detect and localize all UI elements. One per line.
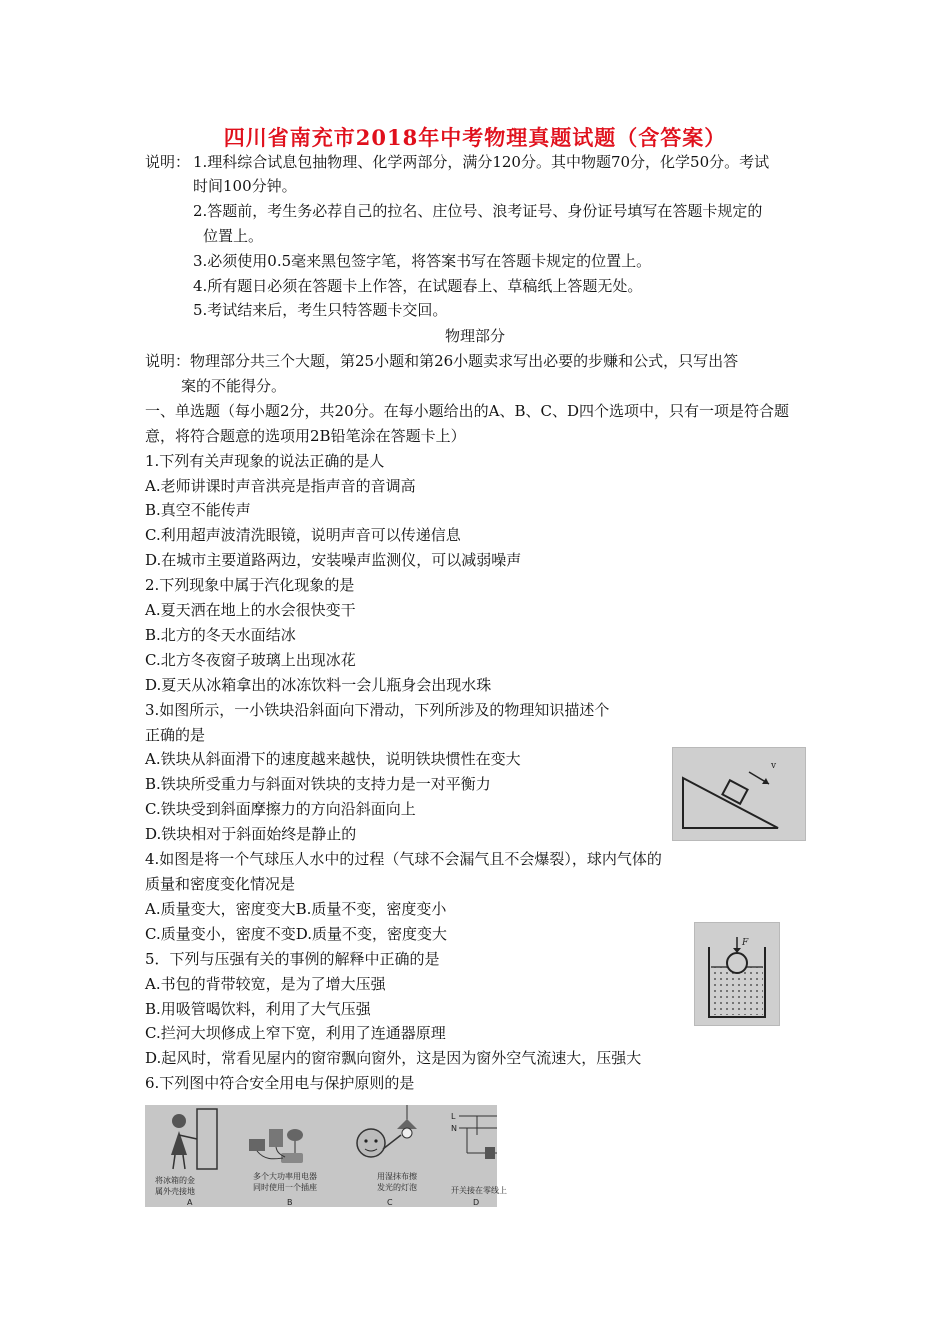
q1-option-d: D.在城市主要道路两边，安装噪声监测仪，可以减弱噪声 xyxy=(145,551,522,569)
instruction-1-cont: 时间100分钟。 xyxy=(193,177,297,195)
incline-figure xyxy=(672,747,806,841)
part1-heading: 一、单选题（每小题2分，共20分。在每小题给出的A、B、C、D四个选项中，只有一项是符合题 xyxy=(145,402,789,420)
water xyxy=(711,967,763,1015)
q3-option-d: D.铁块相对于斜面始终是静止的 xyxy=(145,825,357,843)
velocity-label: v xyxy=(771,761,777,771)
q2-option-a: A.夏天洒在地上的水会很快变干 xyxy=(145,601,356,619)
q3-stem: 3.如图所示，一小铁块沿斜面向下滑动，下列所涉及的物理知识描述个 xyxy=(145,701,610,719)
q3-option-b: B.铁块所受重力与斜面对铁块的支持力是一对平衡力 xyxy=(145,775,491,793)
svg-text:B: B xyxy=(287,1198,293,1207)
q1-option-b: B.真空不能传声 xyxy=(145,501,251,519)
q3-stem-cont: 正确的是 xyxy=(145,726,206,744)
q2-option-c: C.北方冬夜窗子玻璃上出现冰花 xyxy=(145,651,356,669)
svg-text:用湿抹布擦: 用湿抹布擦 xyxy=(377,1172,417,1181)
q3-option-a: A.铁块从斜面滑下的速度越来越快，说明铁块惯性在变大 xyxy=(145,750,521,768)
page-title: 四川省南充市2018年中考物理真题试题（含答案） xyxy=(223,125,727,150)
q6-stem: 6.下列图中符合安全用电与保护原则的是 xyxy=(145,1074,415,1092)
q2-option-d: D.夏天从冰箱拿出的冰冻饮料一会儿瓶身会出现水珠 xyxy=(145,676,492,694)
q5-option-b: B.用吸管喝饮料，利用了大气压强 xyxy=(145,1000,371,1018)
q2-stem: 2.下列现象中属于汽化现象的是 xyxy=(145,576,355,594)
instruction-1: 1.理科综合试息包抽物理、化学两部分，满分120分。其中物题70分，化学50分。考试 xyxy=(193,153,770,171)
q4-options-ab: A.质量变大，密度变大B.质量不变，密度变小 xyxy=(145,900,447,918)
svg-text:属外壳接地: 属外壳接地 xyxy=(155,1187,195,1196)
svg-text:同时使用一个插座: 同时使用一个插座 xyxy=(253,1183,317,1192)
svg-text:将冰箱的金: 将冰箱的金 xyxy=(155,1176,195,1185)
force-label: F xyxy=(742,938,749,948)
svg-text:开关接在零线上: 开关接在零线上 xyxy=(451,1186,507,1195)
q3-option-c: C.铁块受到斜面摩擦力的方向沿斜面向上 xyxy=(145,800,416,818)
instruction-2: 2.答题前，考生务必荐自己的拉名、庄位号、浪考证号、身份证号填写在答题卡规定的 xyxy=(193,202,763,220)
balloon xyxy=(727,953,747,973)
q5-option-c: C.拦河大坝修成上窄下宽，利用了连通器原理 xyxy=(145,1024,446,1042)
q4-options-cd: C.质量变小，密度不变D.质量不变，密度变大 xyxy=(145,925,447,943)
part1-heading-cont: 意，将符合题意的选项用2B铅笔涂在答题卡上） xyxy=(145,427,466,445)
svg-text:D: D xyxy=(473,1198,480,1207)
svg-text:A: A xyxy=(187,1198,193,1207)
section-title: 物理部分 xyxy=(444,327,505,345)
q5-option-a: A.书包的背带较宽，是为了增大压强 xyxy=(145,975,386,993)
svg-text:L: L xyxy=(451,1112,456,1121)
svg-text:C: C xyxy=(387,1198,393,1207)
physics-note: 说明：物理部分共三个大题，第25小题和第26小题卖求写出必要的步赚和公式，只写出答 xyxy=(145,352,739,370)
q4-stem: 4.如图是将一个气球压人水中的过程（气球不会漏气且不会爆裂），球内气体的 xyxy=(145,850,662,868)
instruction-5: 5.考试结来后，考生只特答题卡交回。 xyxy=(193,301,448,319)
instructions-label: 说明： xyxy=(145,153,191,171)
instruction-2-cont: 位置上。 xyxy=(203,227,264,245)
physics-note-cont: 案的不能得分。 xyxy=(181,377,287,395)
q1-option-a: A.老师讲课时声音洪亮是指声音的音调高 xyxy=(145,477,416,495)
q1-stem: 1.下列有关声现象的说法正确的是人 xyxy=(145,452,385,470)
svg-text:发光的灯泡: 发光的灯泡 xyxy=(377,1183,417,1192)
q2-option-b: B.北方的冬天水面结冰 xyxy=(145,626,296,644)
balloon-figure xyxy=(694,922,780,1026)
q5-stem: 5．下列与压强有关的事例的解释中正确的是 xyxy=(145,950,440,968)
svg-text:N: N xyxy=(451,1124,457,1133)
instruction-3: 3.必须使用0.5毫来黑包签字笔，将答案书写在答题卡规定的位置上。 xyxy=(193,252,652,270)
q4-stem-cont: 质量和密度变化情况是 xyxy=(145,875,296,893)
instruction-4: 4.所有题日必须在答题卡上作答，在试题春上、草稿纸上答题无处。 xyxy=(193,277,643,295)
q6-figure-strip xyxy=(145,1105,507,1207)
svg-text:多个大功率用电器: 多个大功率用电器 xyxy=(253,1172,317,1181)
q1-option-c: C.利用超声波清洗眼镜，说明声音可以传递信息 xyxy=(145,526,461,544)
q5-option-d: D.起风时，常看见屋内的窗帘飘向窗外，这是因为窗外空气流速大，压强大 xyxy=(145,1049,642,1067)
